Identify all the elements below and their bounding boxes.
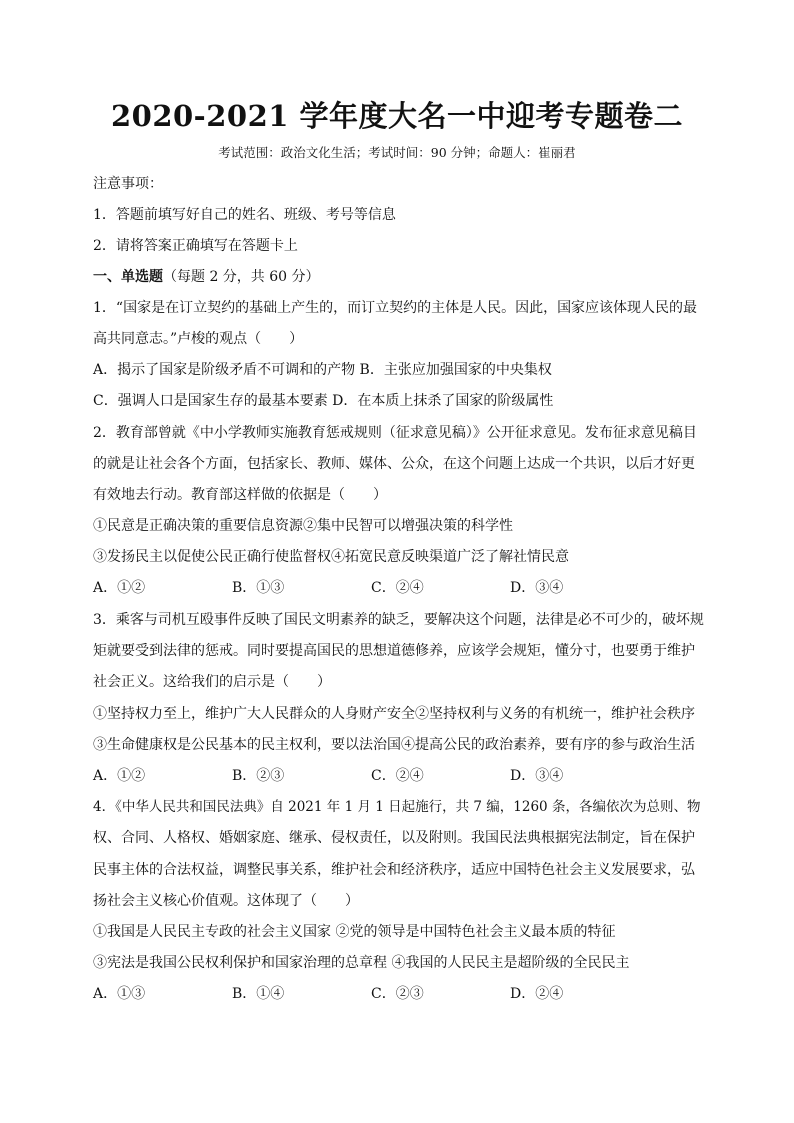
question-1-stem: 高共同意志。”卢梭的观点（ ）: [93, 331, 304, 347]
question-2-statement: ③发扬民主以促使公民正确行使监督权④拓宽民意反映渠道广泛了解社情民意: [93, 549, 569, 565]
question-1-option-line: C．强调人口是国家生存的最基本要素 D．在本质上抹杀了国家的阶级属性: [93, 393, 554, 409]
question-4-stem: 权、合同、人格权、婚姻家庭、继承、侵权责任，以及附则。我国民法典根据宪法制定，旨在保护: [93, 830, 695, 846]
section-detail: （每题 2 分，共 60 分）: [163, 269, 320, 285]
notes-heading: 注意事项：: [93, 176, 163, 192]
question-4-statement: ③宪法是我国公民权利保护和国家治理的总章程 ④我国的人民民主是超阶级的全民民主: [93, 955, 630, 971]
choice-c[interactable]: C．②④: [371, 768, 424, 784]
choice-d[interactable]: D．③④: [510, 768, 564, 784]
exam-title: 2020-2021 学年度大名一中迎考专题卷二: [110, 99, 684, 133]
question-3-stem: 矩就要受到法律的惩戒。同时要提高国民的思想道德修养，应该学会规矩，懂分寸，也要勇于维护: [93, 643, 695, 659]
section-heading: [93, 267, 705, 287]
question-4-stem: 民事主体的合法权益，调整民事关系，维护社会和经济秩序，适应中国特色社会主义发展要求，弘: [93, 862, 695, 878]
question-4-stem: 4．《中华人民共和国民法典》自 2021 年 1 月 1 日起施行，共 7 编，1260 条，各编依次为总则、物: [93, 799, 701, 815]
choice-c[interactable]: C．②③: [371, 986, 424, 1002]
question-4-stem: 扬社会主义核心价值观。这体现了（ ）: [93, 893, 359, 909]
question-3-stem: 社会正义。这给我们的启示是（ ）: [93, 674, 331, 690]
question-1-option-line: A．揭示了国家是阶级矛盾不可调和的产物 B．主张应加强国家的中央集权: [93, 362, 552, 378]
choice-c[interactable]: C．②④: [371, 580, 424, 596]
choice-a[interactable]: A．①③: [93, 986, 146, 1002]
question-4-choices: [93, 984, 705, 1004]
question-2-statement: ①民意是正确决策的重要信息资源②集中民智可以增强决策的科学性: [93, 518, 513, 534]
question-2-stem: 2．教育部曾就《中小学教师实施教育惩戒规则（征求意见稿）》公开征求意见。发布征求意见稿目: [93, 425, 697, 441]
question-3-choices: [93, 766, 705, 786]
choice-b[interactable]: B．①③: [232, 580, 285, 596]
choice-a[interactable]: A．①②: [93, 580, 146, 596]
choice-d[interactable]: D．③④: [510, 580, 564, 596]
note-item: 1．答题前填写好自己的姓名、班级、考号等信息: [93, 207, 396, 223]
question-1-stem: 1．“国家是在订立契约的基础上产生的，而订立契约的主体是人民。因此，国家应该体现人民的最: [93, 300, 698, 316]
section-label: 一、单选题: [93, 269, 163, 285]
question-2-stem: 的就是让社会各个方面，包括家长、教师、媒体、公众，在这个问题上达成一个共识，以后才好更: [93, 456, 695, 472]
question-2-choices: [93, 578, 705, 598]
choice-d[interactable]: D．②④: [510, 986, 564, 1002]
choice-a[interactable]: A．①②: [93, 768, 146, 784]
exam-subtitle: 考试范围：政治文化生活；考试时间：90 分钟；命题人：崔丽君: [218, 145, 576, 160]
question-3-stem: 3．乘客与司机互殴事件反映了国民文明素养的缺乏，要解决这个问题，法律是必不可少的，破坏规: [93, 612, 704, 628]
choice-b[interactable]: B．②③: [232, 768, 285, 784]
note-item: 2．请将答案正确填写在答题卡上: [93, 238, 298, 254]
choice-b[interactable]: B．①④: [232, 986, 285, 1002]
question-4-statement: ①我国是人民民主专政的社会主义国家 ②党的领导是中国特色社会主义最本质的特征: [93, 924, 616, 940]
question-3-statement: ①坚持权力至上，维护广大人民群众的人身财产安全②坚持权利与义务的有机统一，维护社会秩序: [93, 706, 695, 722]
question-3-statement: ③生命健康权是公民基本的民主权利，要以法治国④提高公民的政治素养，要有序的参与政治生活: [93, 737, 695, 753]
question-2-stem: 有效地去行动。教育部这样做的依据是（ ）: [93, 487, 387, 503]
